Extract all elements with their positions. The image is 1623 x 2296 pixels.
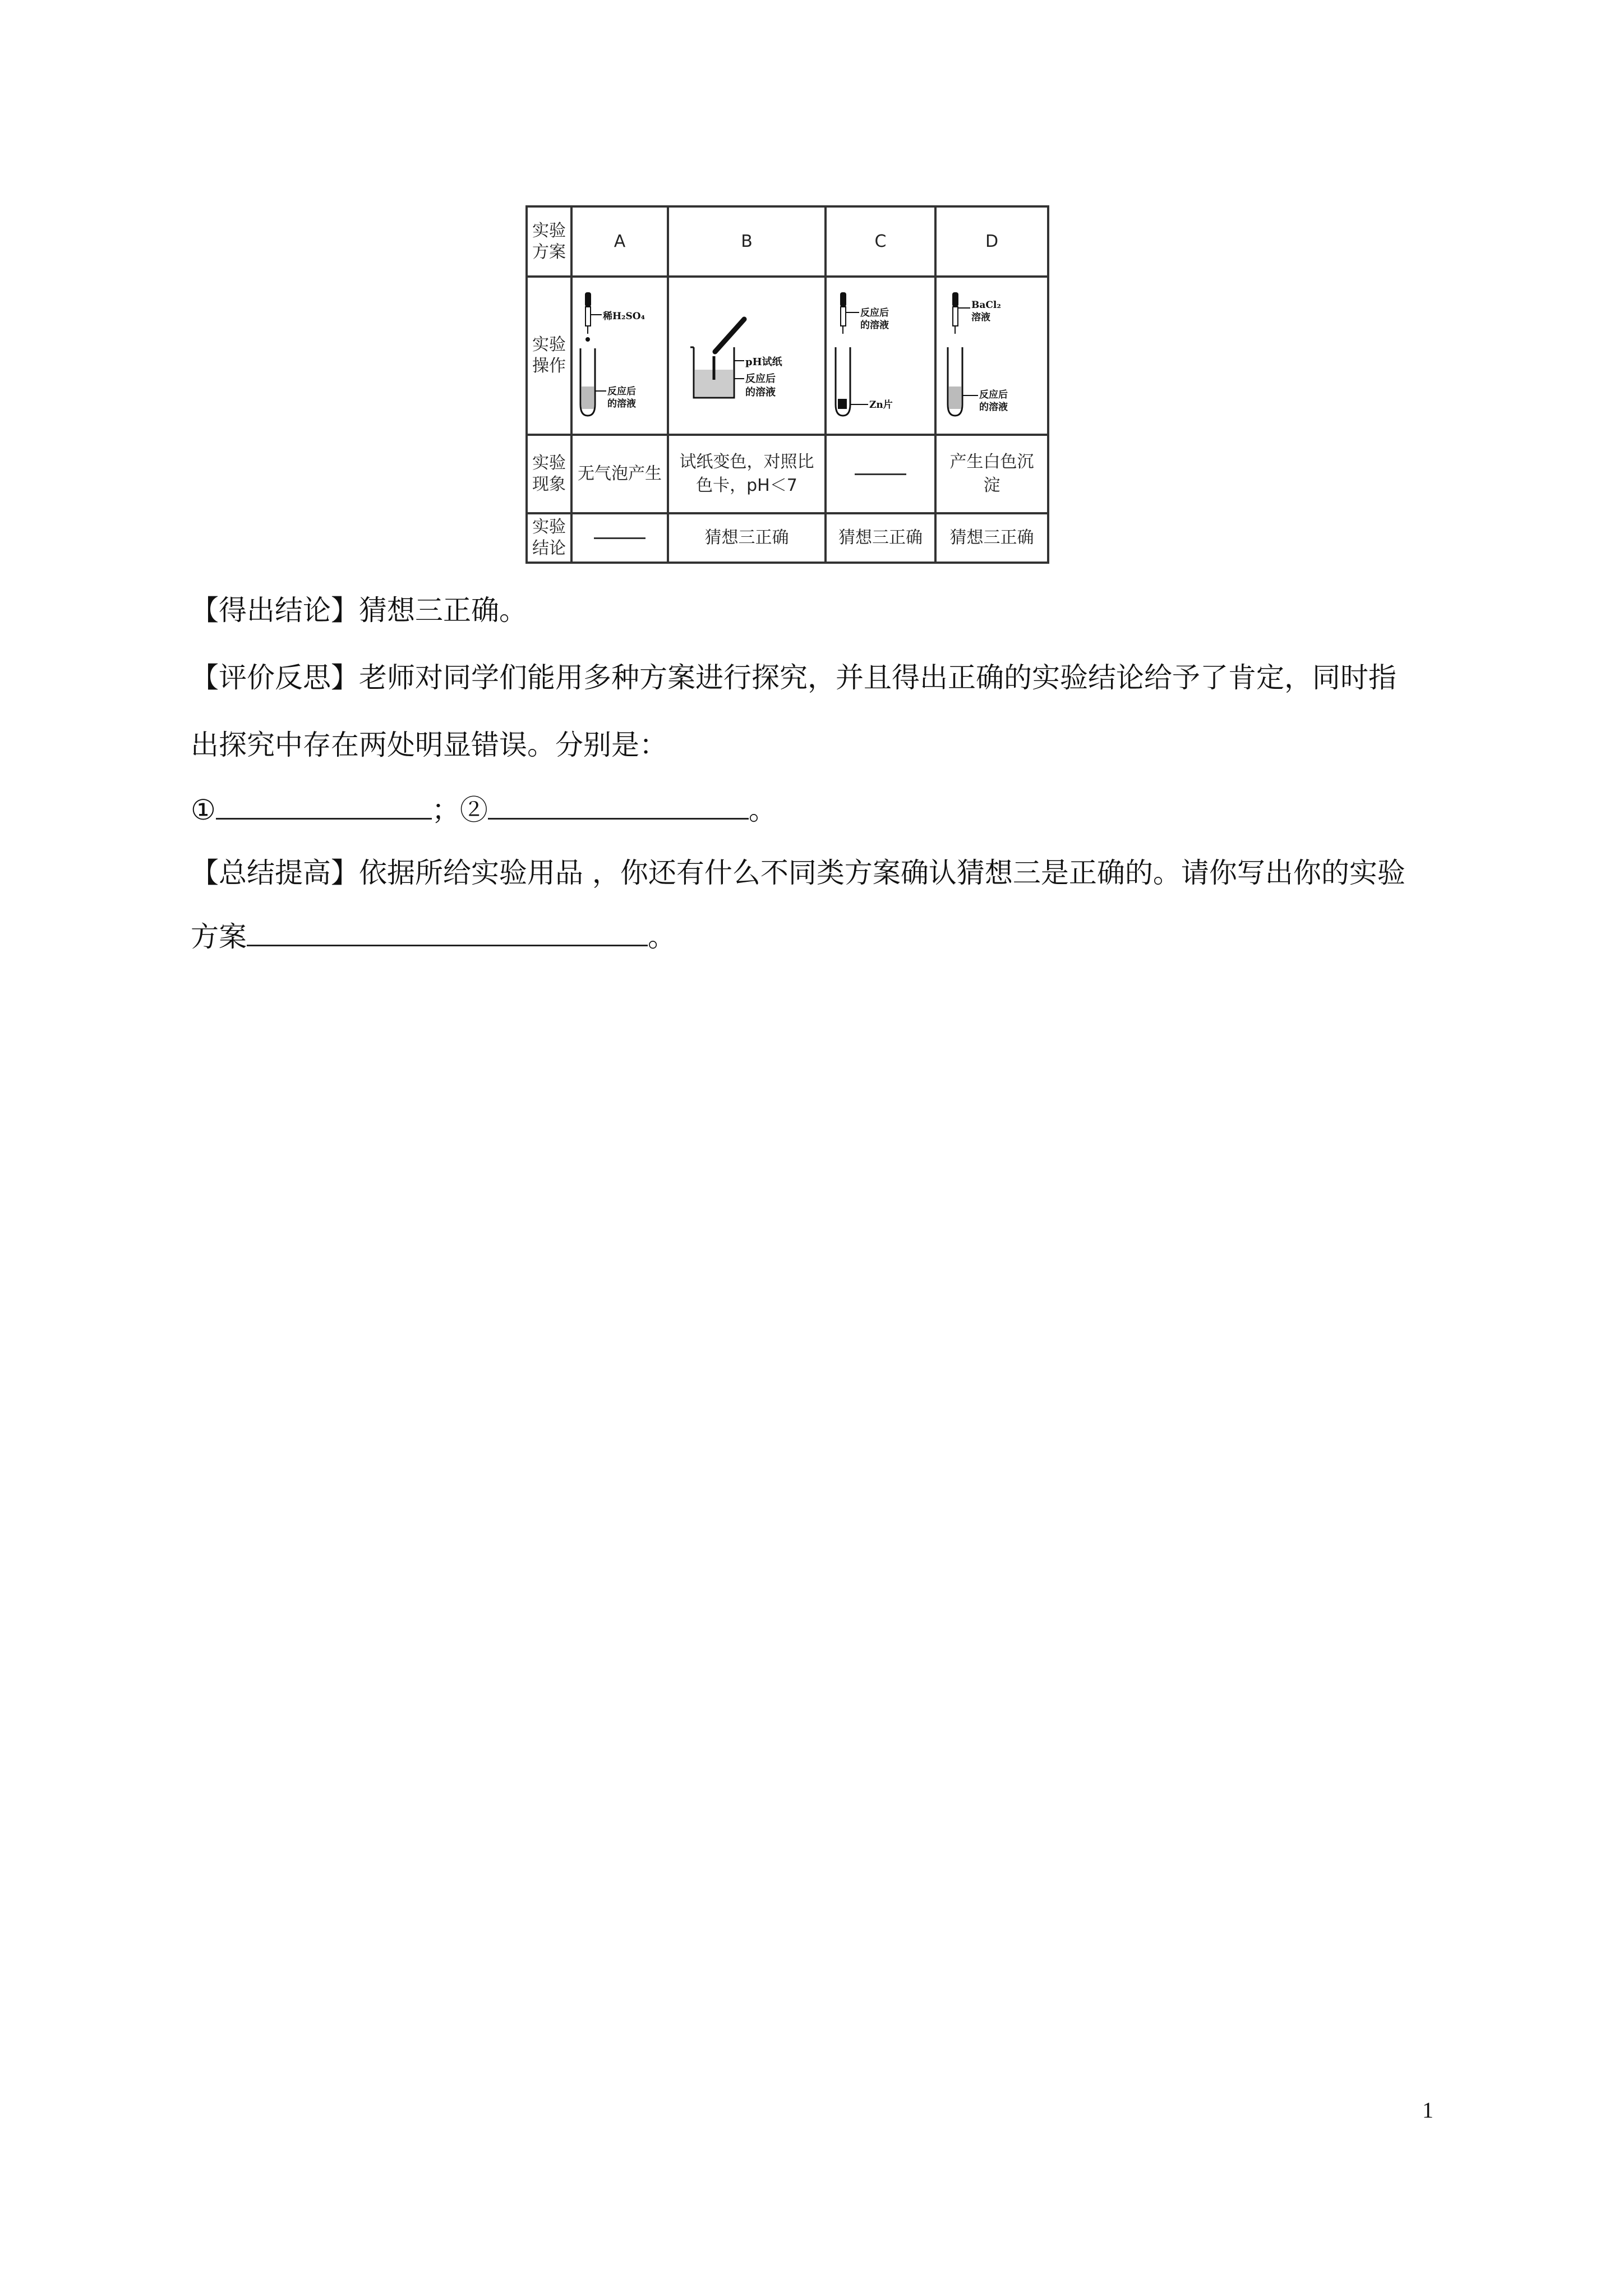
answer-blank-1[interactable] (216, 793, 432, 820)
op-b-label-3: 的溶液 (745, 386, 776, 398)
summary-prefix: 方案 (191, 921, 247, 953)
scheme-d: D (935, 206, 1048, 277)
answer-blank-2[interactable] (488, 793, 749, 820)
conclusion-paragraph: 【得出结论】猜想三正确。 (191, 594, 527, 627)
page-number: 1 (1422, 2097, 1433, 2123)
op-b-label-1: pH试纸 (745, 356, 782, 368)
reflection-line-1: 【评价反思】老师对同学们能用多种方案进行探究，并且得出正确的实验结论给予了肯定，同时指 (191, 661, 1396, 694)
op-d-label-2: 溶液 (971, 312, 990, 323)
phenomenon-b: 试纸变色，对照比 色卡，pH＜7 (668, 435, 826, 513)
dropper-test-tube-illustration-a (575, 286, 665, 426)
conclusion-b: 猜想三正确 (668, 513, 826, 563)
op-a-label-1: 稀H₂SO₄ (603, 311, 645, 322)
op-a-label-2: 反应后 (607, 386, 636, 397)
op-d-label-1: BaCl₂ (971, 300, 1001, 311)
op-b-label-2: 反应后 (745, 373, 776, 385)
blank-separator: ； (431, 794, 460, 826)
phenomenon-d: 产生白色沉 淀 (935, 435, 1048, 513)
table-row-operation (527, 277, 1048, 435)
summary-end: 。 (648, 921, 676, 953)
scheme-c: C (826, 206, 935, 277)
row-header-scheme: 实验 方案 (527, 206, 571, 277)
phenomenon-a: 无气泡产生 (571, 435, 668, 513)
experiment-table (525, 205, 1049, 564)
phenomenon-c (826, 435, 935, 513)
table-row-scheme (527, 206, 1048, 277)
operation-b (668, 277, 826, 435)
operation-d (935, 277, 1048, 435)
blank-line-end: 。 (748, 794, 777, 826)
op-c-label-1: 反应后 (860, 307, 889, 319)
dropper-zinc-illustration (829, 286, 933, 426)
dash-blank-a (594, 537, 645, 539)
operation-a (571, 277, 668, 435)
row-header-operation: 实验 操作 (527, 277, 571, 435)
scheme-b: B (668, 206, 826, 277)
item1-marker: ① (191, 794, 216, 826)
conclusion-a (571, 513, 668, 563)
op-a-label-3: 的溶液 (607, 398, 636, 409)
beaker-ph-paper-illustration (671, 286, 823, 426)
answer-blanks-line (191, 793, 1441, 827)
op-c-label-3: Zn片 (869, 399, 893, 411)
scheme-a: A (571, 206, 668, 277)
table-row-conclusion (527, 513, 1048, 563)
answer-blank-3[interactable] (247, 920, 648, 946)
item2-marker: ② (459, 794, 488, 826)
operation-c (826, 277, 935, 435)
dash-blank-c (855, 473, 906, 475)
reflection-line-2: 出探究中存在两处明显错误。分别是： (191, 729, 667, 761)
conclusion-d: 猜想三正确 (935, 513, 1048, 563)
table-row-phenomenon (527, 435, 1048, 513)
op-c-label-2: 的溶液 (860, 320, 889, 331)
row-header-phenomenon: 实验 现象 (527, 435, 571, 513)
row-header-conclusion: 实验 结论 (527, 513, 571, 563)
summary-line-1: 【总结提高】依据所给实验用品 ，你还有什么不同类方案确认猜想三是正确的。请你写出你的实验 (191, 857, 1405, 889)
conclusion-c: 猜想三正确 (826, 513, 935, 563)
op-d-label-4: 的溶液 (979, 402, 1008, 413)
op-d-label-3: 反应后 (979, 389, 1008, 401)
dropper-bacl2-illustration (939, 286, 1045, 426)
summary-line-2 (191, 920, 1441, 954)
